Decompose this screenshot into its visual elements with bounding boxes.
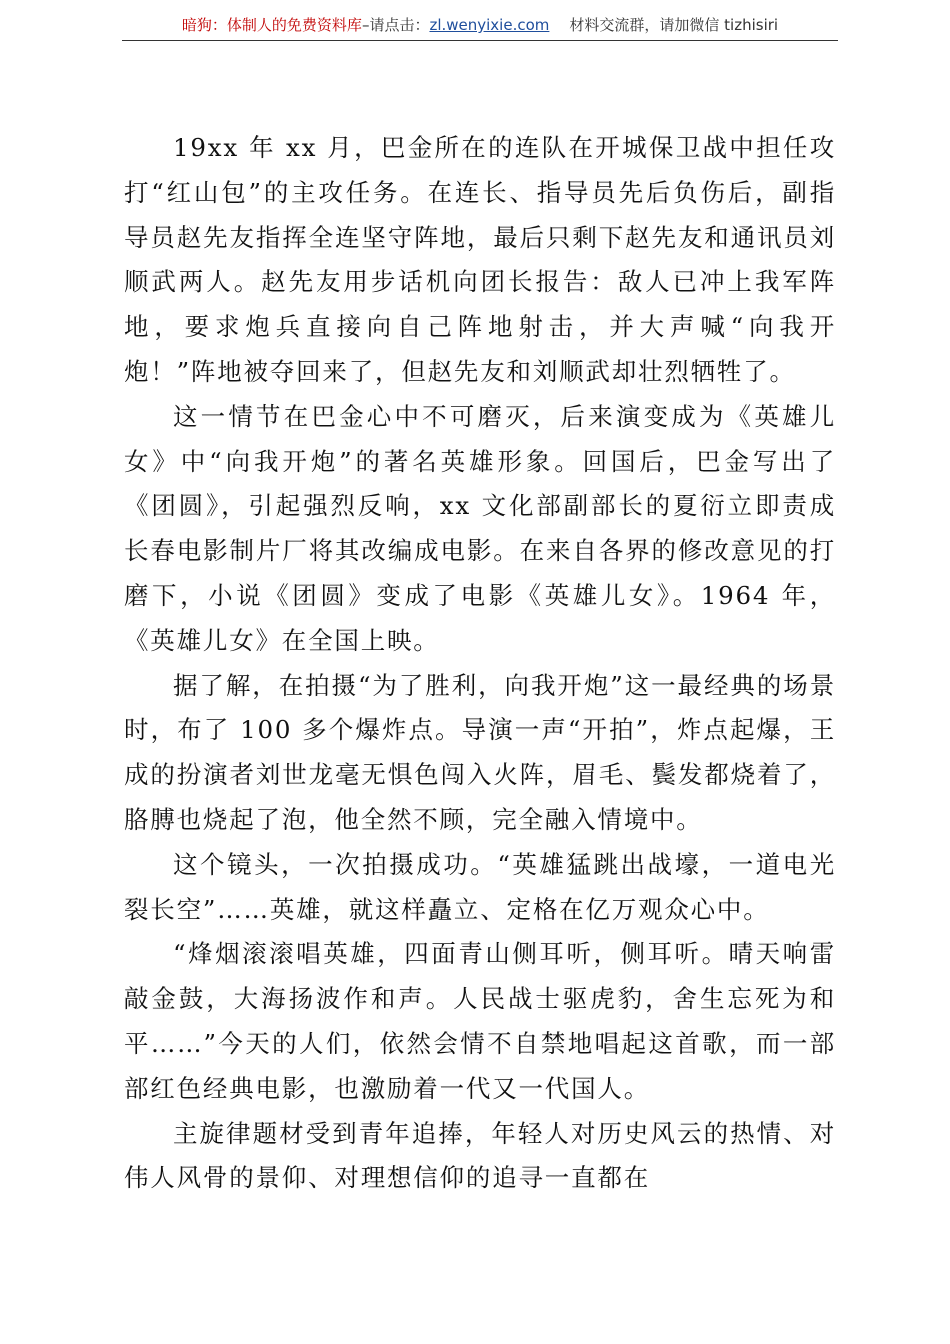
header-link[interactable]: zl.wenyixie.com [429,16,550,34]
header-note: 材料交流群，请加微信 tizhisiri [569,16,779,34]
paragraph: 这个镜头，一次拍摄成功。“英雄猛跳出战壕，一道电光裂长空”……英雄，就这样矗立、定格在亿万观众心中。 [124,849,836,924]
paragraph: “烽烟滚滚唱英雄，四面青山侧耳听，侧耳听。晴天响雷敲金鼓，大海扬波作和声。人民战士驱虎豹，舍生忘死为和平……”今天的人们，依然会情不自禁地唱起这首歌，而一部部红色经典电影，也激励着一代又一代国人。 [124,939,836,1103]
paragraph: 主旋律题材受到青年追捧，年轻人对历史风云的热情、对伟人风骨的景仰、对理想信仰的追寻一直都在 [124,1118,836,1193]
paragraph: 19xx 年 xx 月，巴金所在的连队在开城保卫战中担任攻打“红山包”的主攻任务。在连长、指导员先后负伤后，副指导员赵先友指挥全连坚守阵地，最后只剩下赵先友和通讯员刘顺武两人。赵先友用步话机向团长报告：敌人已冲上我军阵地，要求炮兵直接向自己阵地射击，并大声喊“向我开炮！”阵地被夺回来了，但赵先友和刘顺武却壮烈牺牲了。 [124,133,836,386]
paragraph: 据了解，在拍摄“为了胜利，向我开炮”这一最经典的场景时，布了 100 多个爆炸点。导演一声“开拍”，炸点起爆，王成的扮演者刘世龙毫无惧色闯入火阵，眉毛、鬓发都烧着了，胳膊也烧起了泡，他全然不顾，完全融入情境中。 [124,670,836,834]
article-body [124,126,836,1201]
page-header [122,12,838,41]
paragraph: 这一情节在巴金心中不可磨灭，后来演变成为《英雄儿女》中“向我开炮”的著名英雄形象。回国后，巴金写出了《团圆》，引起强烈反响，xx 文化部副部长的夏衍立即责成长春电影制片厂将其改编成电影。在来自各界的修改意见的打磨下，小说《团圆》变成了电影《英雄儿女》。1964 年，《英雄儿女》在全国上映。 [124,401,836,655]
header-brand: 暗狗：体制人的免费资料库 [181,16,362,34]
header-prompt: –请点击： [361,16,430,34]
